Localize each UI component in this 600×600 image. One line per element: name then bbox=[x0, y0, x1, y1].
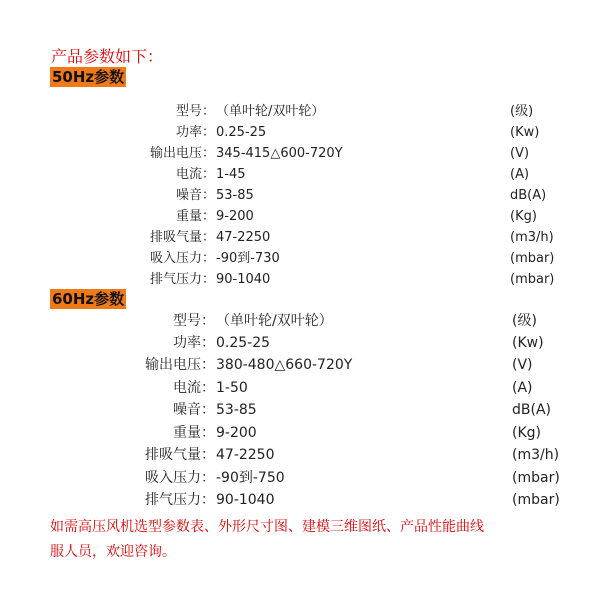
spec-unit: (m3/h) bbox=[512, 447, 560, 463]
contact-note-line-1: 如需高压风机选型参数表、外形尺寸图、建模三维图纸、产品性能曲线 bbox=[50, 519, 484, 535]
spec-row-weight bbox=[0, 423, 600, 443]
spec-row-current bbox=[0, 166, 600, 184]
spec-value: 1-45 bbox=[216, 167, 246, 182]
spec-unit: (级) bbox=[510, 104, 534, 119]
spec-label: 排气压力： bbox=[145, 492, 215, 508]
spec-value: 53-85 bbox=[216, 188, 254, 203]
spec-value: 345-415△600-720Y bbox=[216, 146, 343, 161]
spec-value: 90-1040 bbox=[216, 272, 271, 287]
spec-unit: (A) bbox=[510, 167, 530, 182]
spec-row-voltage bbox=[0, 355, 600, 375]
spec-row-airflow bbox=[0, 229, 600, 247]
spec-label: 排气压力： bbox=[149, 272, 215, 287]
spec-label: 电流： bbox=[173, 380, 215, 396]
spec-unit: (mbar) bbox=[512, 470, 560, 486]
contact-note-line-2: 服人员，欢迎咨询。 bbox=[50, 544, 176, 560]
spec-label: 型号： bbox=[173, 313, 215, 329]
spec-unit: (Kw) bbox=[512, 335, 544, 351]
spec-value: 9-200 bbox=[216, 209, 254, 224]
spec-value: 9-200 bbox=[216, 425, 257, 441]
spec-unit: (V) bbox=[510, 146, 530, 161]
spec-unit: (mbar) bbox=[512, 492, 560, 508]
spec-label: 吸入压力： bbox=[149, 251, 215, 266]
spec-row-noise bbox=[0, 400, 600, 420]
spec-unit: dB(A) bbox=[510, 188, 547, 203]
spec-row-discharge-pressure bbox=[0, 490, 600, 510]
spec-unit: (m3/h) bbox=[510, 230, 554, 245]
spec-unit: (Kw) bbox=[510, 125, 540, 140]
spec-row-weight bbox=[0, 208, 600, 226]
spec-value: 47-2250 bbox=[216, 230, 271, 245]
spec-row-model bbox=[0, 311, 600, 331]
spec-row-voltage bbox=[0, 145, 600, 163]
spec-unit: (Kg) bbox=[510, 209, 537, 224]
spec-label: 吸入压力： bbox=[145, 470, 215, 486]
spec-label: 输出电压： bbox=[149, 146, 215, 161]
spec-row-discharge-pressure bbox=[0, 271, 600, 289]
spec-unit: dB(A) bbox=[512, 402, 551, 418]
spec-label: 电流： bbox=[175, 167, 215, 182]
spec-value: 380-480△660-720Y bbox=[216, 357, 353, 373]
page-title: 产品参数如下： bbox=[51, 47, 164, 66]
spec-row-power bbox=[0, 333, 600, 353]
spec-value: 90-1040 bbox=[216, 492, 275, 508]
spec-label: 输出电压： bbox=[145, 357, 215, 373]
spec-label: 重量： bbox=[175, 209, 215, 224]
spec-value: 53-85 bbox=[216, 402, 257, 418]
spec-value: 0.25-25 bbox=[216, 125, 267, 140]
spec-label: 功率： bbox=[175, 125, 215, 140]
spec-label: 排吸气量： bbox=[149, 230, 215, 245]
spec-row-suction-pressure bbox=[0, 250, 600, 268]
section-badge-50hz: 50Hz参数 bbox=[52, 68, 125, 86]
spec-row-airflow bbox=[0, 445, 600, 465]
spec-value: （单叶轮/双叶轮） bbox=[216, 313, 333, 329]
spec-value: 47-2250 bbox=[216, 447, 275, 463]
spec-unit: (mbar) bbox=[510, 272, 555, 287]
spec-unit: (V) bbox=[512, 357, 533, 373]
section-badge-60hz: 60Hz参数 bbox=[52, 290, 125, 308]
spec-value: -90到-730 bbox=[216, 251, 280, 266]
spec-label: 型号： bbox=[175, 104, 215, 119]
spec-value: 1-50 bbox=[216, 380, 248, 396]
spec-label: 功率： bbox=[173, 335, 215, 351]
spec-unit: (mbar) bbox=[510, 251, 555, 266]
spec-row-power bbox=[0, 124, 600, 142]
spec-value: -90到-750 bbox=[216, 470, 285, 486]
spec-unit: (级) bbox=[512, 313, 537, 329]
spec-row-model bbox=[0, 103, 600, 121]
spec-value: （单叶轮/双叶轮） bbox=[216, 104, 325, 119]
spec-label: 重量： bbox=[173, 425, 215, 441]
spec-row-current bbox=[0, 378, 600, 398]
spec-label: 噪音： bbox=[173, 402, 215, 418]
spec-row-suction-pressure bbox=[0, 468, 600, 488]
spec-value: 0.25-25 bbox=[216, 335, 271, 351]
spec-row-noise bbox=[0, 187, 600, 205]
spec-unit: (Kg) bbox=[512, 425, 541, 441]
spec-label: 噪音： bbox=[175, 188, 215, 203]
spec-unit: (A) bbox=[512, 380, 533, 396]
spec-label: 排吸气量： bbox=[145, 447, 215, 463]
